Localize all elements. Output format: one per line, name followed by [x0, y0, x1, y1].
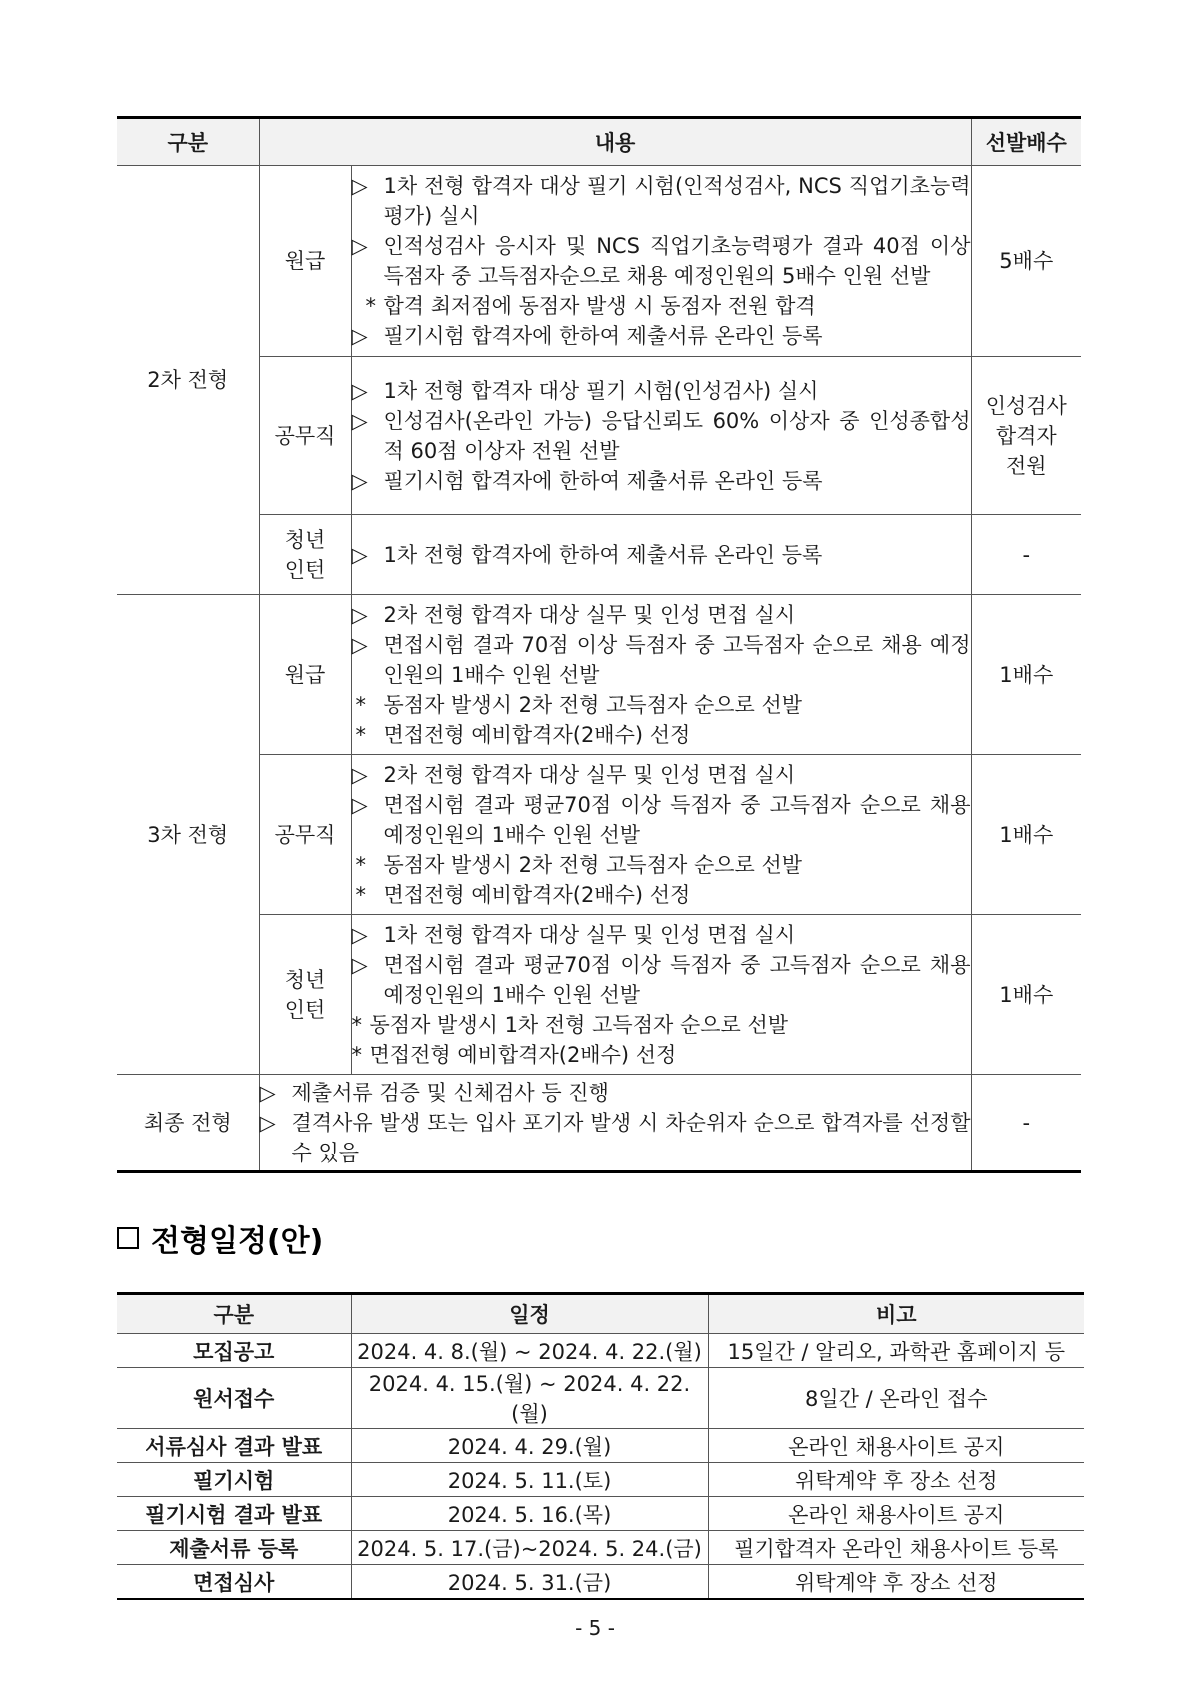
list-item: ▷ 인성검사(온라인 가능) 응답신뢰도 60% 이상자 중 인성종합성적 60점 이상자 전원 선발 [352, 406, 971, 466]
table-row [117, 1334, 1084, 1368]
type-label: 공무직 [259, 357, 351, 515]
schedule-date: 2024. 5. 11.(토) [351, 1463, 708, 1497]
content-cell [351, 166, 971, 357]
table-row [117, 1463, 1084, 1497]
list-item: ▷ 1차 전형 합격자에 한하여 제출서류 온라인 등록 [352, 540, 971, 570]
triangle-marker-icon: ▷ [351, 324, 368, 348]
page-number: - 5 - [575, 1616, 615, 1640]
list-item: ▷ 면접시험 결과 평균70점 이상 득점자 중 고득점자 순으로 채용 예정인원의 1배수 인원 선발 [352, 790, 971, 850]
schedule-date: 2024. 4. 8.(월) ~ 2024. 4. 22.(월) [351, 1334, 708, 1368]
schedule-table [117, 1292, 1084, 1600]
schedule-date: 2024. 5. 17.(금)~2024. 5. 24.(금) [351, 1531, 708, 1565]
asterisk-marker: * [351, 1042, 362, 1067]
header-content: 내용 [259, 118, 971, 166]
section-title: 전형일정(안) [151, 1224, 324, 1259]
header-category: 구분 [117, 1294, 351, 1334]
list-item: ▷ 결격사유 발생 또는 입사 포기자 발생 시 차순위자 순으로 합격자를 선정할 수 있음 [260, 1108, 971, 1168]
section-heading [117, 1216, 323, 1260]
schedule-remark: 온라인 채용사이트 공지 [708, 1429, 1084, 1463]
multiple-value: 1배수 [971, 755, 1081, 915]
schedule-stage: 서류심사 결과 발표 [117, 1429, 351, 1463]
list-item: ▷ 2차 전형 합격자 대상 실무 및 인성 면접 실시 [352, 760, 971, 790]
schedule-remark: 위탁계약 후 장소 선정 [708, 1565, 1084, 1600]
content-cell [351, 357, 971, 515]
schedule-date: 2024. 5. 31.(금) [351, 1565, 708, 1600]
triangle-marker-icon: ▷ [351, 922, 368, 947]
stage-2-label: 2차 전형 [117, 166, 259, 595]
schedule-stage: 모집공고 [117, 1334, 351, 1368]
schedule-remark: 위탁계약 후 장소 선정 [708, 1463, 1084, 1497]
schedule-remark: 온라인 채용사이트 공지 [708, 1497, 1084, 1531]
asterisk-marker: * [355, 852, 366, 877]
schedule-stage: 필기시험 결과 발표 [117, 1497, 351, 1531]
type-label: 청년 인턴 [259, 915, 351, 1075]
triangle-marker-icon: ▷ [351, 632, 368, 657]
list-item: ▷ 1차 전형 합격자 대상 필기 시험(인성검사) 실시 [352, 376, 971, 406]
note-item: * 동점자 발생시 2차 전형 고득점자 순으로 선발 [352, 690, 971, 720]
content-cell [351, 595, 971, 755]
triangle-marker-icon: ▷ [351, 792, 368, 817]
multiple-value: - [971, 1075, 1081, 1172]
schedule-date: 2024. 5. 16.(목) [351, 1497, 708, 1531]
multiple-value: 인성검사 합격자 전원 [971, 357, 1081, 515]
content-cell [351, 515, 971, 595]
header-remarks: 비고 [708, 1294, 1084, 1334]
multiple-value: 5배수 [971, 166, 1081, 357]
triangle-marker-icon: ▷ [351, 542, 368, 567]
type-label: 공무직 [259, 755, 351, 915]
table-row [117, 1497, 1084, 1531]
triangle-marker-icon: ▷ [259, 1110, 276, 1135]
type-label: 원급 [259, 595, 351, 755]
triangle-marker-icon: ▷ [351, 952, 368, 977]
schedule-stage: 면접심사 [117, 1565, 351, 1600]
content-cell [259, 1075, 971, 1172]
list-item: ▷ 제출서류 검증 및 신체검사 등 진행 [260, 1078, 971, 1108]
list-item: ▷ 면접시험 결과 70점 이상 득점자 중 고득점자 순으로 채용 예정인원의 1배수 인원 선발 [352, 630, 971, 690]
list-item: ▷ 2차 전형 합격자 대상 실무 및 인성 면접 실시 [352, 600, 971, 630]
list-item: ▷ 1차 전형 합격자 대상 실무 및 인성 면접 실시 [352, 920, 971, 950]
note-item: * 면접전형 예비합격자(2배수) 선정 [352, 1040, 971, 1070]
header-category: 구분 [117, 118, 259, 166]
list-item: ▷ 필기시험 합격자에 한하여 제출서류 온라인 등록 [352, 466, 971, 496]
table-row [117, 1429, 1084, 1463]
note-item: * 합격 최저점에 동점자 발생 시 동점자 전원 합격 [352, 291, 971, 321]
schedule-stage: 필기시험 [117, 1463, 351, 1497]
triangle-marker-icon: ▷ [259, 1080, 276, 1105]
asterisk-marker: * [351, 1012, 362, 1037]
table-row [117, 1531, 1084, 1565]
triangle-marker-icon: ▷ [351, 234, 368, 258]
list-item: ▷ 필기시험 합격자에 한하여 제출서류 온라인 등록 [352, 321, 971, 351]
table-row [117, 1565, 1084, 1600]
note-item: * 동점자 발생시 1차 전형 고득점자 순으로 선발 [352, 1010, 971, 1040]
note-item: * 면접전형 예비합격자(2배수) 선정 [352, 880, 971, 910]
list-item: ▷ 인적성검사 응시자 및 NCS 직업기초능력평가 결과 40점 이상 득점자 중 고득점자순으로 채용 예정인원의 5배수 인원 선발 [352, 231, 971, 291]
header-multiple: 선발배수 [971, 118, 1081, 166]
schedule-date: 2024. 4. 29.(월) [351, 1429, 708, 1463]
type-label: 청년 인턴 [259, 515, 351, 595]
multiple-value: 1배수 [971, 595, 1081, 755]
triangle-marker-icon: ▷ [351, 408, 368, 433]
header-date: 일정 [351, 1294, 708, 1334]
triangle-marker-icon: ▷ [351, 378, 368, 403]
schedule-remark: 8일간 / 온라인 접수 [708, 1368, 1084, 1429]
triangle-marker-icon: ▷ [351, 602, 368, 627]
asterisk-marker: * [355, 882, 366, 907]
schedule-remark: 필기합격자 온라인 채용사이트 등록 [708, 1531, 1084, 1565]
stage-3-label: 3차 전형 [117, 595, 259, 1075]
table-row [117, 1368, 1084, 1429]
schedule-date: 2024. 4. 15.(월) ~ 2024. 4. 22.(월) [351, 1368, 708, 1429]
note-item: * 동점자 발생시 2차 전형 고득점자 순으로 선발 [352, 850, 971, 880]
triangle-marker-icon: ▷ [351, 762, 368, 787]
note-item: * 면접전형 예비합격자(2배수) 선정 [352, 720, 971, 750]
triangle-marker-icon: ▷ [351, 174, 368, 198]
list-item: ▷ 면접시험 결과 평균70점 이상 득점자 중 고득점자 순으로 채용 예정인원의 1배수 인원 선발 [352, 950, 971, 1010]
asterisk-marker: * [355, 692, 366, 717]
multiple-value: - [971, 515, 1081, 595]
final-stage-label: 최종 전형 [117, 1075, 259, 1172]
square-bullet-icon [117, 1227, 139, 1249]
type-label: 원급 [259, 166, 351, 357]
triangle-marker-icon: ▷ [351, 468, 368, 493]
asterisk-marker: * [365, 294, 376, 318]
schedule-stage: 제출서류 등록 [117, 1531, 351, 1565]
list-item: ▷ 1차 전형 합격자 대상 필기 시험(인적성검사, NCS 직업기초능력평가) 실시 [352, 171, 971, 231]
asterisk-marker: * [355, 722, 366, 747]
content-cell [351, 755, 971, 915]
content-cell [351, 915, 971, 1075]
schedule-stage: 원서접수 [117, 1368, 351, 1429]
schedule-remark: 15일간 / 알리오, 과학관 홈페이지 등 [708, 1334, 1084, 1368]
multiple-value: 1배수 [971, 915, 1081, 1075]
selection-process-table [117, 116, 1081, 1173]
